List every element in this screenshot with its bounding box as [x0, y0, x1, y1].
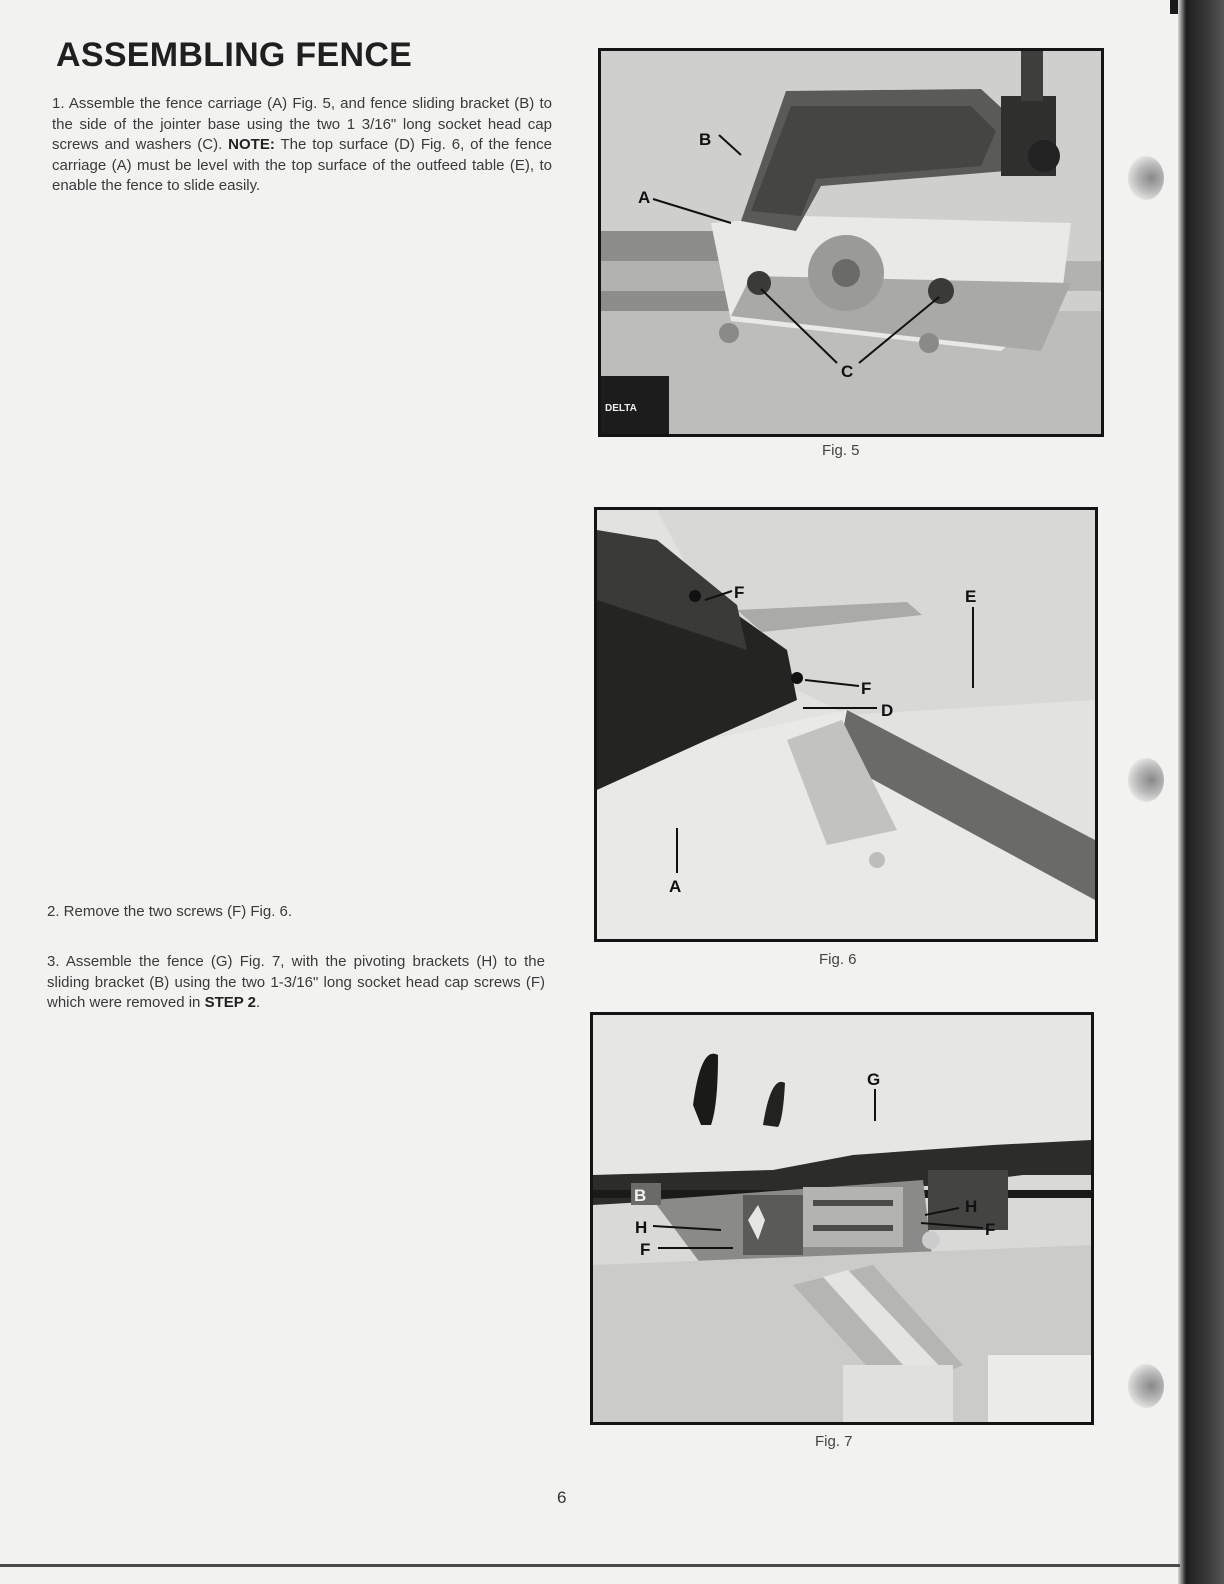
bottom-rule — [0, 1564, 1180, 1567]
step-2-text: 2. Remove the two screws (F) Fig. 6. — [47, 903, 293, 920]
step-3-ref: STEP 2 — [204, 994, 256, 1011]
figure-5-caption: Fig. 5 — [822, 442, 860, 459]
fig6-callout-a: A — [669, 877, 682, 896]
fig5-callout-a: A — [638, 188, 651, 207]
fig6-callout-d: D — [881, 701, 894, 720]
fig7-callout-b: B — [634, 1186, 647, 1205]
step-1-note-text: The top surface (D) Fig. 6, of the fence carriage (A) must be level with the top surface of the outfeed table (E), to enable the fence to slide easily. — [52, 136, 553, 194]
figure-6-photo — [594, 507, 1098, 942]
step-1-text: 1. Assemble the fence carriage (A) Fig. 5, and fence sliding bracket (B) to the side of the jointer base using the two 1 3/16" long socket head cap screws and washers (C). — [52, 95, 552, 153]
fig7-callout-g: G — [867, 1070, 881, 1089]
figure-7-caption: Fig. 7 — [815, 1433, 853, 1450]
figure-5-photo — [598, 48, 1104, 437]
step-2 — [47, 902, 547, 923]
page-number: 6 — [557, 1488, 567, 1507]
step-3 — [47, 952, 545, 1014]
step-1-note-label: NOTE: — [228, 136, 275, 153]
page-title: ASSEMBLING FENCE — [56, 36, 413, 74]
step-1 — [52, 94, 552, 197]
delta-logo: DELTA — [605, 403, 637, 414]
fig6-callout-f-lower: F — [861, 679, 872, 698]
step-3-end: . — [256, 994, 261, 1011]
fig5-callout-b: B — [699, 130, 712, 149]
punch-hole-middle — [1128, 758, 1164, 802]
fig6-callout-e: E — [965, 587, 977, 606]
fig6-callout-f-upper: F — [734, 583, 745, 602]
fig5-callout-c: C — [841, 362, 854, 381]
punch-hole-top — [1128, 156, 1164, 200]
fig7-callout-h-left: H — [635, 1218, 648, 1237]
step-3-text: 3. Assemble the fence (G) Fig. 7, with the pivoting brackets (H) to the sliding bracket (B) using the two 1-3/16" long socket head cap screws (F) which were removed in — [47, 953, 545, 1011]
figure-6-caption: Fig. 6 — [819, 951, 857, 968]
fig7-callout-f-right: F — [985, 1220, 996, 1239]
binder-edge — [1178, 0, 1224, 1584]
fig7-callout-f-left: F — [640, 1240, 651, 1259]
fig7-callout-h-right: H — [965, 1197, 978, 1216]
punch-hole-bottom — [1128, 1364, 1164, 1408]
figure-7-photo — [590, 1012, 1094, 1425]
